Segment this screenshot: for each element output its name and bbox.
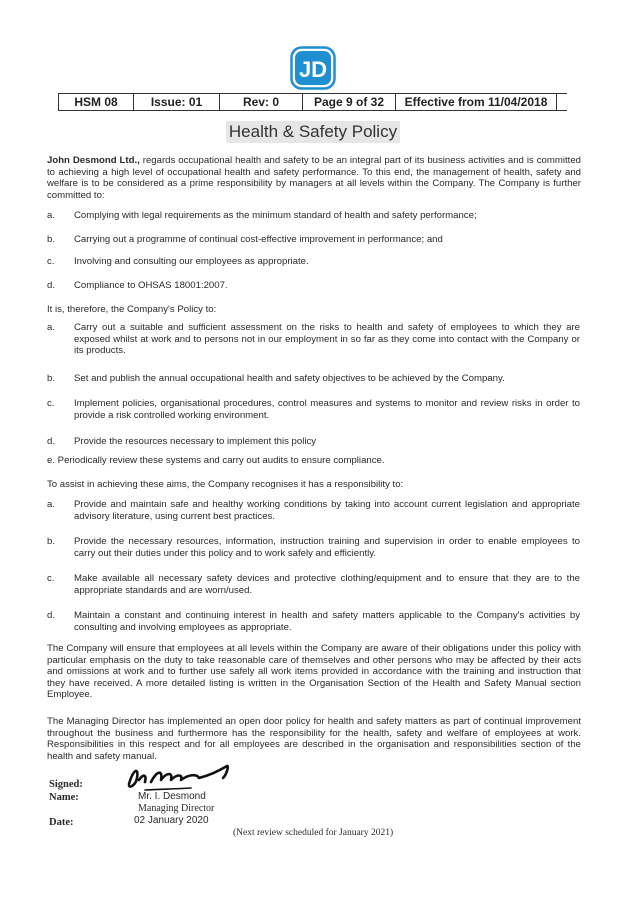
policy-marker: a. (47, 322, 56, 333)
commitment-marker: b. (47, 234, 56, 245)
sign-date: 02 January 2020 (134, 815, 209, 826)
date-label: Date: (49, 817, 74, 828)
responsibility-marker: c. (47, 573, 55, 584)
responsibility-item: Provide and maintain safe and healthy working conditions by taking into account current legislation and appropriate advisory literature, using current best practices. (74, 499, 580, 522)
policy-marker: d. (47, 436, 56, 447)
logo-text: JD (298, 57, 328, 82)
responsibility-marker: d. (47, 610, 56, 621)
open-door-paragraph: The Managing Director has implemented an open door policy for health and safety matters as part of continual improvement throughout the business and furthermore has the responsibility for the health, safety and welfare of employees at work. Responsibilities in this respect and for all employees are described in the organisation and responsibilities section of the health and safety manual. (47, 716, 581, 762)
next-review-note: (Next review scheduled for January 2021) (233, 828, 394, 838)
obligations-paragraph: The Company will ensure that employees at all levels within the Company are aware of their obligations under this policy with particular emphasis on the duty to take reasonable care of themselves and other persons who may be affected by their acts and omissions at work and to further use safely all work items provided in accordance with the training and instruction that they have received. A more detailed listing is written in the Organisation Section of the Health and Safety Manual section Employee. (47, 643, 581, 700)
name-label: Name: (49, 792, 79, 803)
policy-item: Implement policies, organisational procedures, control measures and systems to monitor and review risks in order to provide a risk controlled working environment. (74, 398, 580, 421)
policy-item: Set and publish the annual occupational health and safety objectives to be achieved by the Company. (74, 373, 505, 384)
policy-item: Provide the resources necessary to implement this policy (74, 436, 317, 447)
signed-label: Signed: (49, 779, 83, 790)
responsibility-marker: b. (47, 536, 56, 547)
issue-number: Issue: 01 (133, 94, 219, 110)
commitment-marker: a. (47, 210, 56, 221)
commitment-item: Complying with legal requirements as the minimum standard of health and safety performance; (74, 210, 477, 221)
commitment-item: Involving and consulting our employees as appropriate. (74, 256, 309, 267)
page-number: Page 9 of 32 (302, 94, 395, 110)
responsibilities-intro: To assist in achieving these aims, the Company recognises it has a responsibility to: (47, 479, 404, 490)
signatory-role: Managing Director (138, 803, 215, 814)
document-header-table (58, 93, 567, 111)
revision: Rev: 0 (219, 94, 302, 110)
responsibility-item: Maintain a constant and continuing interest in health and safety matters applicable to the Company's activities by consulting and involving employees as appropriate. (74, 610, 580, 633)
page-title: Health & Safety Policy (226, 121, 400, 143)
commitment-item: Compliance to OHSAS 18001:2007. (74, 280, 228, 291)
responsibility-marker: a. (47, 499, 56, 510)
doc-code: HSM 08 (58, 94, 133, 110)
responsibility-item: Provide the necessary resources, information, instruction training and supervision in order to enable employees to carry out their duties under this policy and to work safely and efficiently. (74, 536, 580, 559)
policy-marker: c. (47, 398, 55, 409)
commitment-marker: c. (47, 256, 55, 267)
policy-item: Carry out a suitable and sufficient assessment on the risks to health and safety of employees to which they are exposed whilst at work and to persons not in our employment in so far as they come into contact with the Company or its products. (74, 322, 580, 356)
signatory-name: Mr. I. Desmond (138, 791, 206, 802)
company-logo (290, 46, 336, 90)
effective-date: Effective from 11/04/2018 (395, 94, 557, 110)
intro-text: regards occupational health and safety to be an integral part of its business activities and is committed to achieving a high level of occupational health and safety performance. To this end, the management of health, safety and welfare is to be considered as a prime responsibility by managers at all levels within the Company. The Company is further committed to: (47, 155, 581, 201)
policy-intro: It is, therefore, the Company's Policy to: (47, 304, 217, 315)
commitment-item: Carrying out a programme of continual cost-effective improvement in performance; and (74, 234, 443, 245)
responsibility-item: Make available all necessary safety devices and protective clothing/equipment and to ensure that they are to the appropriate standards and are worn/used. (74, 573, 580, 596)
policy-marker: b. (47, 373, 56, 384)
policy-item: e. Periodically review these systems and carry out audits to ensure compliance. (47, 455, 385, 466)
intro-paragraph (47, 155, 581, 201)
company-name: John Desmond Ltd., (47, 155, 140, 166)
commitment-marker: d. (47, 280, 56, 291)
handwritten-signature (123, 760, 235, 794)
